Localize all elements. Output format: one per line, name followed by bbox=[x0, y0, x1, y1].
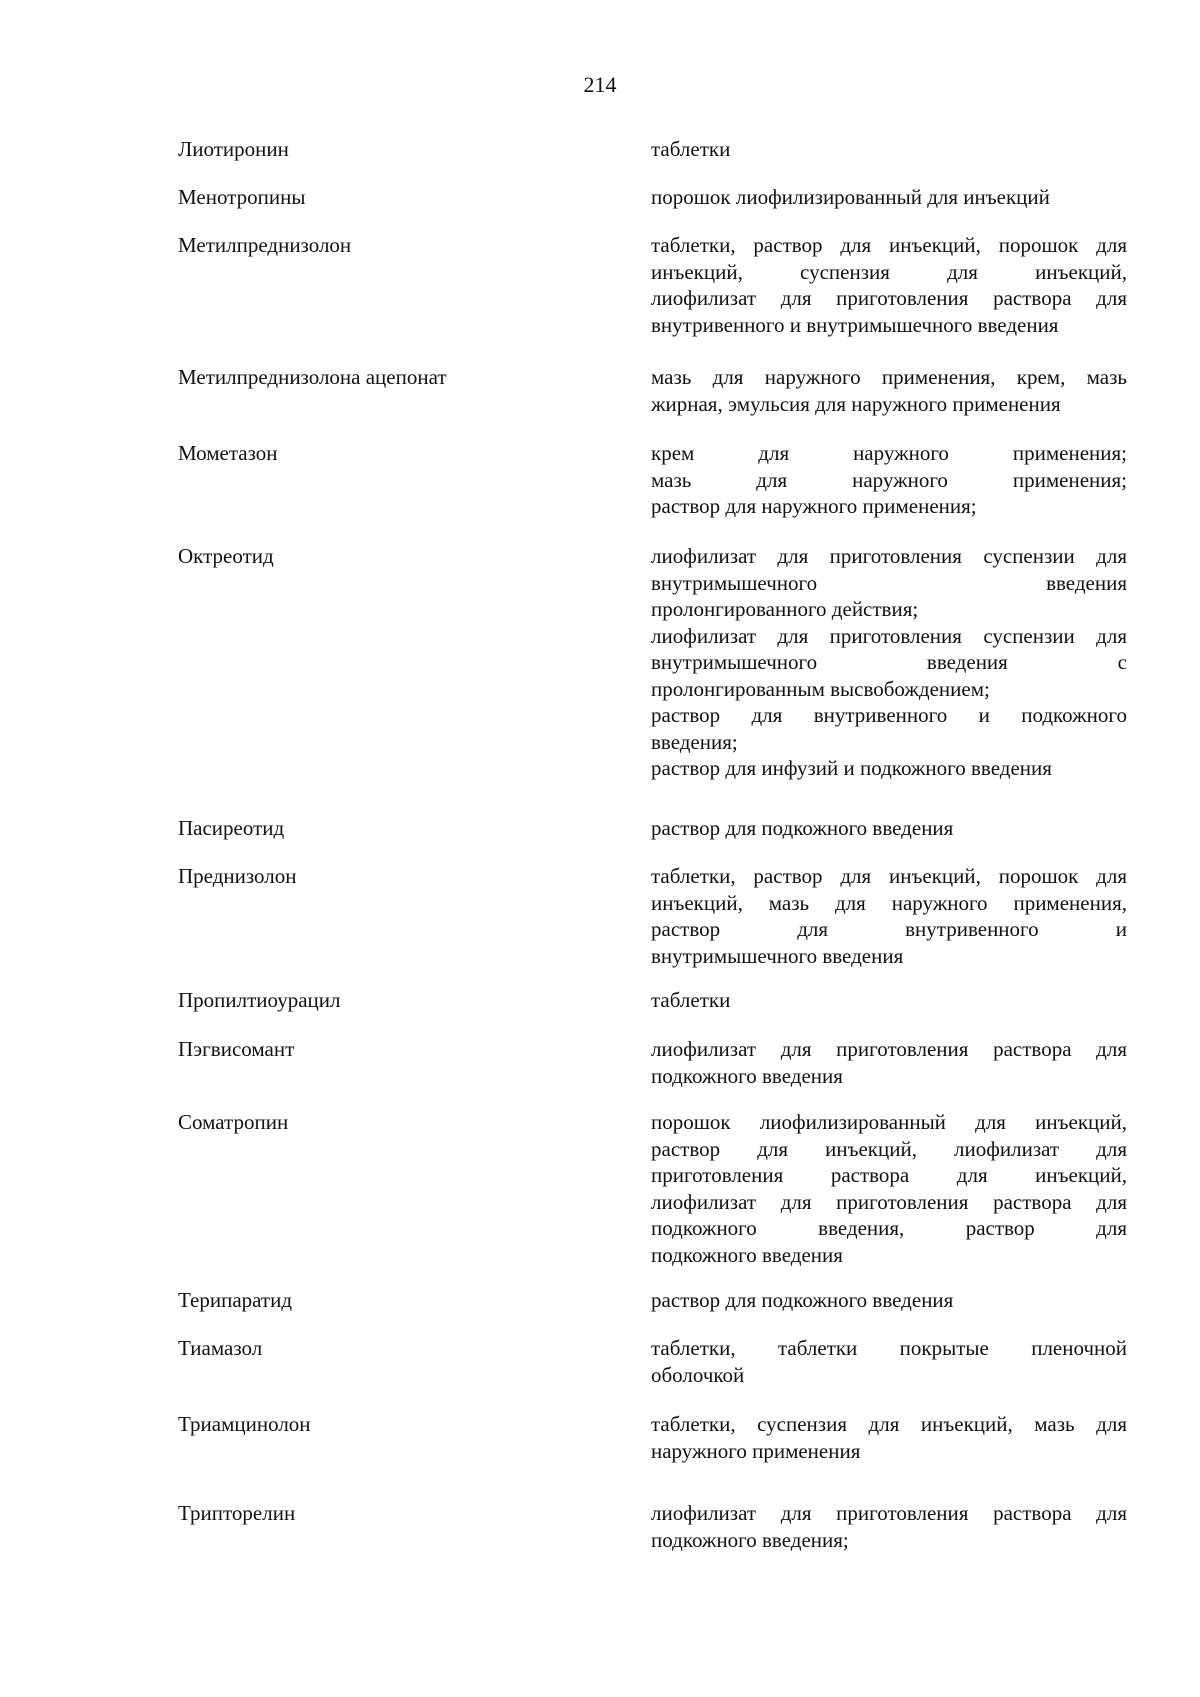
dosage-form-line: раствор для подкожного введения bbox=[651, 816, 954, 840]
drug-name: Мометазон bbox=[178, 441, 278, 465]
dosage-form-line: жирная, эмульсия для наружного применения bbox=[651, 391, 1061, 416]
dosage-form-line: крем для наружного применения; bbox=[651, 441, 1127, 465]
dosage-form-line: подкожного введения bbox=[651, 1242, 843, 1267]
dosage-form-line: наружного применения bbox=[651, 1438, 861, 1463]
dosage-form-line: таблетки bbox=[651, 988, 731, 1012]
dosage-form-line: порошок лиофилизированный для инъекций bbox=[651, 185, 1050, 209]
drug-name: Октреотид bbox=[178, 544, 274, 568]
dosage-forms bbox=[651, 1036, 1127, 1089]
dosage-form-line: таблетки, раствор для инъекций, порошок для bbox=[651, 864, 1127, 888]
dosage-form-line: подкожного введения; bbox=[651, 1527, 849, 1552]
drug-name: Терипаратид bbox=[178, 1288, 293, 1312]
dosage-forms bbox=[651, 232, 1127, 338]
dosage-forms bbox=[651, 1500, 1127, 1553]
dosage-form-line: лиофилизат для приготовления суспензии для bbox=[651, 544, 1127, 568]
drug-name: Трипторелин bbox=[178, 1501, 296, 1525]
dosage-form-line: инъекций, мазь для наружного применения, bbox=[651, 890, 1127, 915]
drug-name: Тиамазол bbox=[178, 1336, 263, 1360]
dosage-form-line: введения; bbox=[651, 729, 738, 754]
dosage-form-line: внутримышечного введения с bbox=[651, 650, 1127, 674]
drug-name: Менотропины bbox=[178, 185, 306, 209]
drug-name: Пропилтиоурацил bbox=[178, 988, 341, 1012]
dosage-form-line: подкожного введения, раствор для bbox=[651, 1216, 1127, 1240]
dosage-form-line: внутримышечного введения bbox=[651, 570, 1127, 595]
dosage-form-line: внутривенного и внутримышечного введения bbox=[651, 312, 1059, 337]
dosage-form-line: раствор для инъекций, лиофилизат для bbox=[651, 1136, 1127, 1161]
dosage-forms bbox=[651, 987, 1127, 1014]
dosage-form-line: лиофилизат для приготовления раствора для bbox=[651, 1189, 1127, 1214]
drug-name: Метилпреднизолон bbox=[178, 233, 352, 257]
dosage-form-line: порошок лиофилизированный для инъекций, bbox=[651, 1110, 1127, 1134]
dosage-form-line: подкожного введения bbox=[651, 1063, 843, 1088]
dosage-form-line: лиофилизат для приготовления раствора для bbox=[651, 1037, 1127, 1061]
dosage-forms bbox=[651, 440, 1127, 520]
dosage-forms bbox=[651, 1287, 1127, 1314]
dosage-forms bbox=[651, 136, 1127, 163]
dosage-form-line: лиофилизат для приготовления раствора для bbox=[651, 1501, 1127, 1525]
dosage-form-line: раствор для внутривенного и подкожного bbox=[651, 703, 1127, 727]
drug-name: Пасиреотид bbox=[178, 816, 285, 840]
dosage-form-line: таблетки, суспензия для инъекций, мазь для bbox=[651, 1412, 1127, 1436]
dosage-form-line: таблетки, таблетки покрытые пленочной bbox=[651, 1336, 1127, 1360]
dosage-form-line: лиофилизат для приготовления суспензии для bbox=[651, 623, 1127, 648]
dosage-forms bbox=[651, 184, 1127, 211]
dosage-form-line: внутримышечного введения bbox=[651, 943, 904, 968]
dosage-form-line: лиофилизат для приготовления раствора для bbox=[651, 286, 1127, 310]
dosage-form-line: пролонгированного действия; bbox=[651, 597, 919, 621]
dosage-form-line: приготовления раствора для инъекций, bbox=[651, 1163, 1127, 1187]
drug-name: Триамцинолон bbox=[178, 1412, 311, 1436]
dosage-form-line: раствор для наружного применения; bbox=[651, 494, 977, 518]
dosage-forms bbox=[651, 1109, 1127, 1268]
dosage-form-line: раствор для подкожного введения bbox=[651, 1288, 954, 1312]
dosage-forms bbox=[651, 364, 1127, 417]
drug-name: Метилпреднизолона ацепонат bbox=[178, 365, 447, 389]
dosage-form-line: пролонгированным высвобождением; bbox=[651, 676, 990, 701]
drug-name: Пэгвисомант bbox=[178, 1037, 295, 1061]
dosage-form-line: таблетки bbox=[651, 137, 731, 161]
dosage-forms bbox=[651, 543, 1127, 782]
drug-name: Соматропин bbox=[178, 1110, 289, 1134]
dosage-form-line: мазь для наружного применения, крем, мазь bbox=[651, 365, 1127, 389]
dosage-form-line: раствор для инфузий и подкожного введения bbox=[651, 756, 1052, 780]
drug-name: Преднизолон bbox=[178, 864, 297, 888]
drug-name: Лиотиронин bbox=[178, 137, 289, 161]
dosage-forms bbox=[651, 863, 1127, 969]
dosage-form-line: инъекций, суспензия для инъекций, bbox=[651, 259, 1127, 284]
dosage-forms bbox=[651, 1335, 1127, 1388]
dosage-form-line: таблетки, раствор для инъекций, порошок для bbox=[651, 233, 1127, 257]
dosage-form-line: мазь для наружного применения; bbox=[651, 467, 1127, 492]
dosage-form-line: оболочкой bbox=[651, 1362, 745, 1387]
page-number: 214 bbox=[583, 72, 617, 97]
dosage-forms bbox=[651, 1411, 1127, 1464]
dosage-form-line: раствор для внутривенного и bbox=[651, 917, 1127, 941]
dosage-forms bbox=[651, 815, 1127, 842]
